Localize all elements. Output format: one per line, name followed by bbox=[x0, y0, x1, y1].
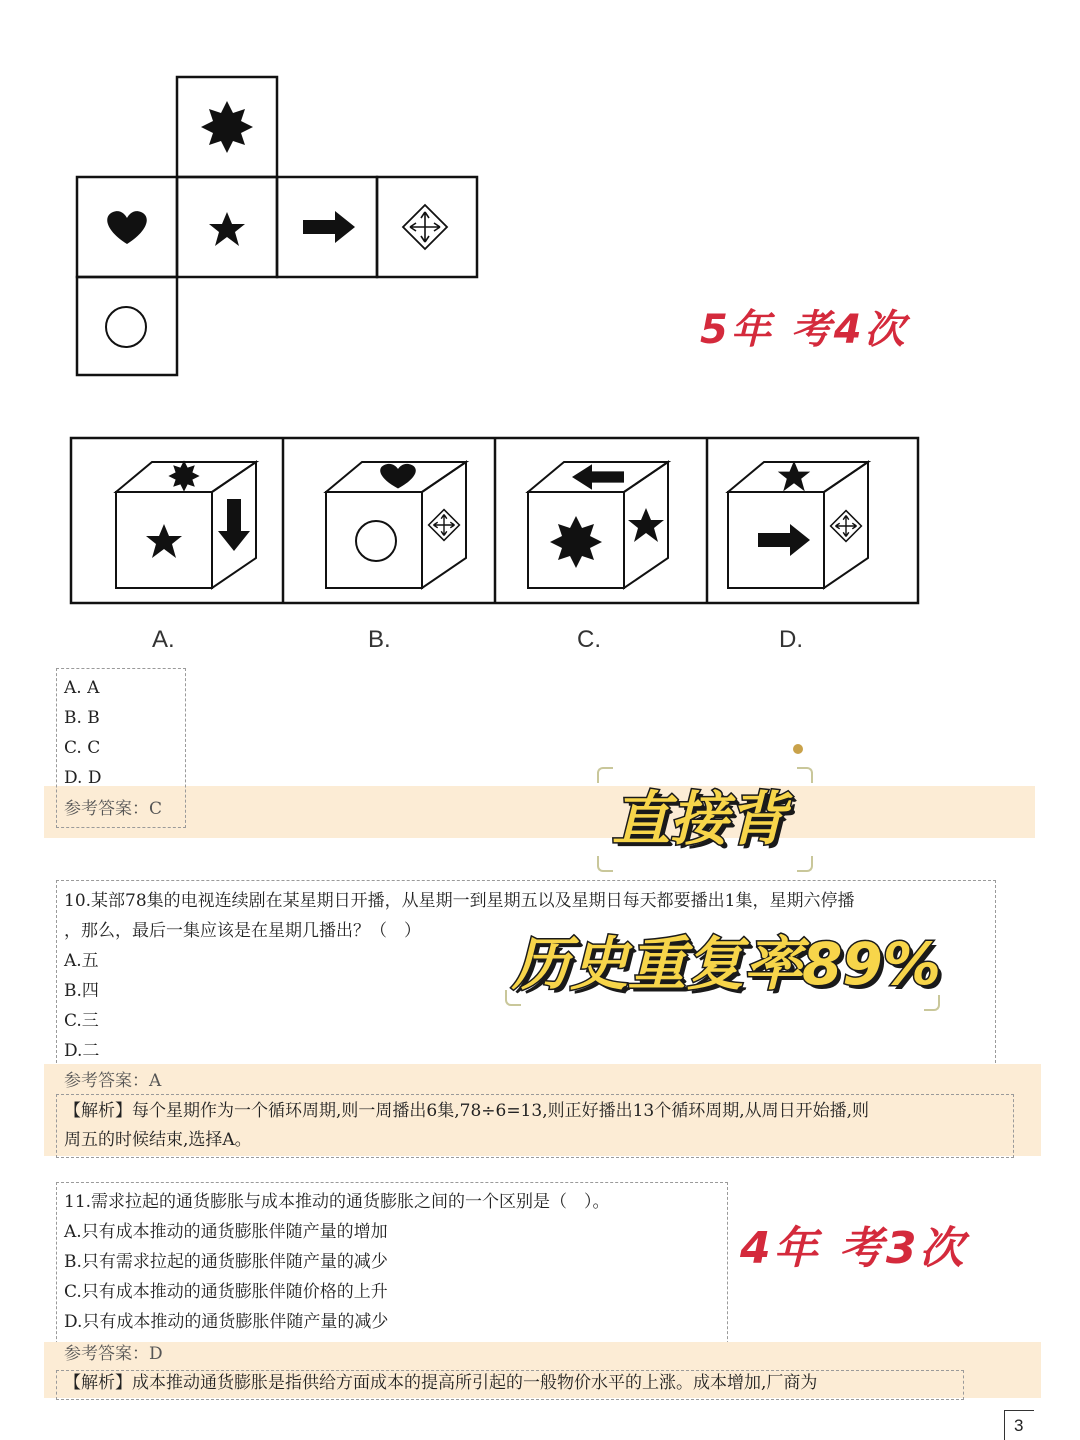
q10-analysis-line2: 周五的时候结束,选择A。 bbox=[64, 1130, 252, 1150]
arrow-right-icon bbox=[303, 211, 355, 243]
overlay-bracket bbox=[797, 856, 813, 872]
q10-option-a: A.五 bbox=[64, 951, 99, 971]
q10-analysis-line1: 【解析】每个星期作为一个循环周期,则一周播出6集,78÷6=13,则正好播出13个循环周期,从周日开始播,则 bbox=[64, 1101, 870, 1121]
cube-net-figure bbox=[0, 0, 520, 400]
q9-option-c: C. C bbox=[64, 738, 101, 758]
eight-point-star-icon bbox=[201, 101, 253, 153]
q11-analysis-line1: 【解析】成本推动通货膨胀是指供给方面成本的提高所引起的一般物价水平的上涨。成本增加,厂商为 bbox=[64, 1373, 818, 1393]
star-icon bbox=[628, 508, 664, 542]
q9-frequency-note: 5年 考4次 bbox=[700, 307, 908, 353]
q10-option-c: C.三 bbox=[64, 1011, 99, 1031]
q9-answer-highlight bbox=[44, 786, 1035, 838]
option-label-b: B. bbox=[368, 626, 391, 653]
option-label-a: A. bbox=[152, 626, 175, 653]
overlay-line2: 历史重复率89% bbox=[512, 930, 941, 998]
arrow-down-icon bbox=[218, 499, 250, 551]
q10-stem-line2: ，那么，最后一集应该是在星期几播出？（ ） bbox=[64, 921, 421, 941]
q10-stem-line1: 10.某部78集的电视连续剧在某星期日开播，从星期一到星期五以及星期日每天都要播出1集，星期六停播 bbox=[64, 891, 855, 911]
compass-cross-icon bbox=[831, 511, 862, 542]
q11-answer: 参考答案：D bbox=[64, 1344, 163, 1364]
star-icon bbox=[778, 461, 810, 492]
q11-option-b: B.只有需求拉起的通货膨胀伴随产量的减少 bbox=[64, 1252, 388, 1272]
overlay-bracket bbox=[797, 767, 813, 783]
heart-icon bbox=[107, 211, 147, 244]
q9-option-d: D. D bbox=[64, 768, 102, 788]
compass-cross-icon bbox=[403, 205, 447, 249]
q11-stem: 11.需求拉起的通货膨胀与成本推动的通货膨胀之间的一个区别是（ ）。 bbox=[64, 1192, 610, 1212]
q9-option-b: B. B bbox=[64, 708, 100, 728]
options-cube-figure bbox=[0, 430, 930, 610]
q10-option-b: B.四 bbox=[64, 981, 99, 1001]
option-label-d: D. bbox=[779, 626, 803, 653]
circle-icon bbox=[106, 307, 146, 347]
star-icon bbox=[209, 212, 245, 246]
q11-option-a: A.只有成本推动的通货膨胀伴随产量的增加 bbox=[64, 1222, 388, 1242]
option-label-c: C. bbox=[577, 626, 601, 653]
q11-option-d: D.只有成本推动的通货膨胀伴随产量的减少 bbox=[64, 1312, 389, 1332]
overlay-line1: 直接背 bbox=[612, 785, 787, 853]
heart-icon bbox=[380, 464, 416, 489]
page-number: 3 bbox=[1014, 1416, 1024, 1435]
q11-frequency-note: 4年 考3次 bbox=[740, 1223, 967, 1274]
star-icon bbox=[146, 524, 182, 558]
eight-point-star-icon bbox=[168, 460, 199, 491]
q9-answer: 参考答案：C bbox=[64, 799, 163, 819]
q9-option-a: A. A bbox=[64, 678, 100, 698]
q11-option-c: C.只有成本推动的通货膨胀伴随价格的上升 bbox=[64, 1282, 388, 1302]
overlay-bracket bbox=[597, 856, 613, 872]
compass-cross-icon bbox=[429, 510, 460, 541]
q10-option-d: D.二 bbox=[64, 1041, 100, 1061]
q10-answer: 参考答案：A bbox=[64, 1071, 162, 1091]
circle-icon bbox=[356, 521, 396, 561]
eight-point-star-icon bbox=[550, 516, 602, 568]
overlay-bracket bbox=[597, 767, 613, 783]
arrow-right-icon bbox=[758, 524, 810, 556]
overlay-dot bbox=[793, 744, 803, 754]
arrow-left-icon bbox=[572, 464, 624, 490]
